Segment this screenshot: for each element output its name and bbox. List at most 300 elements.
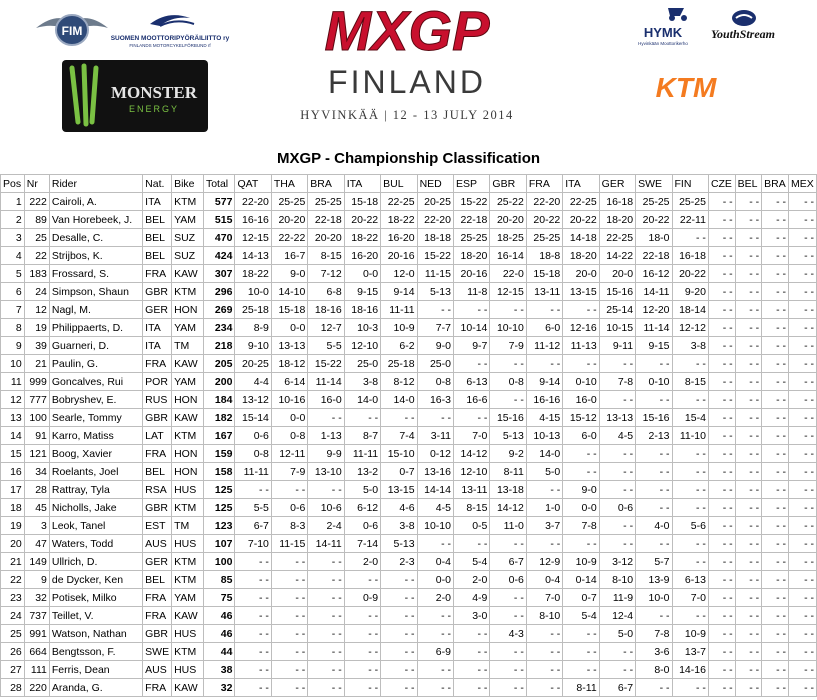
table-cell: - - xyxy=(708,517,735,535)
table-cell: - - xyxy=(526,481,562,499)
table-cell: 10-9 xyxy=(563,553,599,571)
column-header: Rider xyxy=(49,175,142,193)
table-cell: Guarneri, D. xyxy=(49,337,142,355)
table-cell: 10-0 xyxy=(235,283,271,301)
table-cell: 34 xyxy=(24,463,49,481)
table-cell: 5-4 xyxy=(453,553,489,571)
table-cell: - - xyxy=(762,571,789,589)
table-cell: 16-0 xyxy=(308,391,344,409)
table-cell: 25-25 xyxy=(271,193,307,211)
table-cell: 46 xyxy=(203,607,235,625)
table-cell: EST xyxy=(143,517,172,535)
table-cell: - - xyxy=(735,265,761,283)
table-cell: - - xyxy=(563,625,599,643)
table-cell: BEL xyxy=(143,229,172,247)
table-cell: 27 xyxy=(1,661,25,679)
table-cell: - - xyxy=(381,571,417,589)
table-cell: - - xyxy=(789,229,817,247)
table-cell: - - xyxy=(735,283,761,301)
monster-energy-logo xyxy=(62,60,208,132)
table-cell: - - xyxy=(735,355,761,373)
table-cell: 111 xyxy=(24,661,49,679)
hymk-text: HYMK xyxy=(643,25,683,40)
table-cell: 22-20 xyxy=(235,193,271,211)
table-cell: 220 xyxy=(24,679,49,697)
table-cell: - - xyxy=(762,589,789,607)
table-cell: - - xyxy=(344,607,380,625)
table-cell: - - xyxy=(308,409,344,427)
table-cell: 4-4 xyxy=(235,373,271,391)
table-cell: 28 xyxy=(1,679,25,697)
table-cell: BEL xyxy=(143,463,172,481)
table-cell: - - xyxy=(490,355,526,373)
table-cell: 3-7 xyxy=(526,517,562,535)
table-cell: - - xyxy=(490,643,526,661)
table-cell: BEL xyxy=(143,211,172,229)
table-cell: 24 xyxy=(24,283,49,301)
table-cell: 7-12 xyxy=(308,265,344,283)
table-cell: 0-0 xyxy=(271,319,307,337)
table-cell: 7-7 xyxy=(417,319,453,337)
table-cell: 182 xyxy=(203,409,235,427)
table-cell: 6-7 xyxy=(235,517,271,535)
table-row xyxy=(1,211,817,229)
table-cell: HUS xyxy=(172,481,204,499)
table-cell: 22-20 xyxy=(417,211,453,229)
table-cell: 6 xyxy=(1,283,25,301)
table-cell: - - xyxy=(453,535,489,553)
table-cell: YAM xyxy=(172,589,204,607)
table-row xyxy=(1,445,817,463)
table-cell: - - xyxy=(381,625,417,643)
table-cell: - - xyxy=(708,553,735,571)
table-cell: 18-0 xyxy=(636,229,672,247)
table-cell: 16-3 xyxy=(417,391,453,409)
table-cell: 14-11 xyxy=(636,283,672,301)
table-cell: - - xyxy=(490,679,526,697)
table-cell: 11-15 xyxy=(271,535,307,553)
table-cell: 9-15 xyxy=(636,337,672,355)
table-cell: 2-0 xyxy=(453,571,489,589)
table-cell: AUS xyxy=(143,661,172,679)
table-cell: 0-7 xyxy=(381,463,417,481)
table-cell: 0-6 xyxy=(344,517,380,535)
table-cell: - - xyxy=(708,301,735,319)
table-row xyxy=(1,661,817,679)
table-cell: 4-15 xyxy=(526,409,562,427)
table-cell: - - xyxy=(735,499,761,517)
table-cell: 269 xyxy=(203,301,235,319)
table-cell: 7-14 xyxy=(344,535,380,553)
table-cell: 10-3 xyxy=(344,319,380,337)
table-cell: - - xyxy=(417,625,453,643)
table-cell: 9-9 xyxy=(308,445,344,463)
table-cell: - - xyxy=(308,679,344,697)
table-cell: 28 xyxy=(24,481,49,499)
table-cell: 11 xyxy=(1,373,25,391)
table-cell: 0-7 xyxy=(563,589,599,607)
table-cell: - - xyxy=(762,427,789,445)
monster-text: MONSTER xyxy=(111,83,197,102)
table-cell: Aranda, G. xyxy=(49,679,142,697)
table-cell: - - xyxy=(762,319,789,337)
table-cell: - - xyxy=(762,337,789,355)
table-cell: - - xyxy=(789,193,817,211)
table-cell: - - xyxy=(708,409,735,427)
table-cell: 15 xyxy=(1,445,25,463)
table-cell: - - xyxy=(563,535,599,553)
table-cell: - - xyxy=(599,355,635,373)
table-cell: 14-0 xyxy=(526,445,562,463)
table-cell: 7-10 xyxy=(235,535,271,553)
table-row xyxy=(1,355,817,373)
table-cell: - - xyxy=(735,319,761,337)
table-cell: 9-7 xyxy=(453,337,489,355)
table-cell: 1 xyxy=(1,193,25,211)
table-cell: 0-4 xyxy=(526,571,562,589)
table-cell: - - xyxy=(235,571,271,589)
table-cell: 7-8 xyxy=(636,625,672,643)
table-cell: 0-0 xyxy=(417,571,453,589)
column-header: SWE xyxy=(636,175,672,193)
table-cell: - - xyxy=(563,643,599,661)
table-cell: 22-18 xyxy=(453,211,489,229)
table-cell: SUZ xyxy=(172,229,204,247)
table-row xyxy=(1,463,817,481)
column-header: ESP xyxy=(453,175,489,193)
table-cell: 25 xyxy=(24,229,49,247)
table-cell: 12-15 xyxy=(490,283,526,301)
table-cell: 577 xyxy=(203,193,235,211)
table-cell: - - xyxy=(762,283,789,301)
table-cell: 13-16 xyxy=(417,463,453,481)
table-cell: 10-14 xyxy=(453,319,489,337)
table-row xyxy=(1,247,817,265)
table-cell: Rattray, Tyla xyxy=(49,481,142,499)
table-cell: 296 xyxy=(203,283,235,301)
table-cell: Strijbos, K. xyxy=(49,247,142,265)
table-cell: - - xyxy=(271,679,307,697)
table-cell: 18-16 xyxy=(344,301,380,319)
table-cell: - - xyxy=(735,193,761,211)
table-cell: 18-14 xyxy=(672,301,708,319)
table-cell: - - xyxy=(789,409,817,427)
table-cell: 2-0 xyxy=(417,589,453,607)
table-row xyxy=(1,427,817,445)
table-cell: - - xyxy=(789,247,817,265)
table-cell: 11-14 xyxy=(308,373,344,391)
table-cell: - - xyxy=(762,193,789,211)
table-cell: 16-6 xyxy=(453,391,489,409)
table-cell: - - xyxy=(563,301,599,319)
column-header: GER xyxy=(599,175,635,193)
table-row xyxy=(1,643,817,661)
table-cell: 7-9 xyxy=(490,337,526,355)
table-cell: - - xyxy=(308,481,344,499)
table-cell: FRA xyxy=(143,445,172,463)
table-cell: 7-8 xyxy=(599,373,635,391)
table-cell: - - xyxy=(789,337,817,355)
table-cell: - - xyxy=(762,211,789,229)
table-cell: 999 xyxy=(24,373,49,391)
table-cell: 13-18 xyxy=(490,481,526,499)
table-cell: KAW xyxy=(172,265,204,283)
table-cell: 18-16 xyxy=(308,301,344,319)
table-cell: 18 xyxy=(1,499,25,517)
table-cell: 16-7 xyxy=(271,247,307,265)
table-cell: 0-10 xyxy=(563,373,599,391)
table-cell: - - xyxy=(789,517,817,535)
table-cell: Watson, Nathan xyxy=(49,625,142,643)
table-cell: 22-0 xyxy=(490,265,526,283)
table-cell: 6-9 xyxy=(417,643,453,661)
table-cell: Nagl, M. xyxy=(49,301,142,319)
table-cell: 234 xyxy=(203,319,235,337)
table-cell: - - xyxy=(762,553,789,571)
table-cell: 0-8 xyxy=(271,427,307,445)
mxgp-logo-text: MXGP xyxy=(324,0,490,62)
table-cell: 20 xyxy=(1,535,25,553)
table-cell: GBR xyxy=(143,499,172,517)
table-cell: - - xyxy=(789,625,817,643)
table-cell: - - xyxy=(762,625,789,643)
table-cell: KAW xyxy=(172,355,204,373)
table-cell: BEL xyxy=(143,247,172,265)
table-cell: Karro, Matiss xyxy=(49,427,142,445)
table-cell: - - xyxy=(708,283,735,301)
table-cell: - - xyxy=(789,355,817,373)
table-cell: 16-16 xyxy=(235,211,271,229)
table-cell: 11-15 xyxy=(417,265,453,283)
table-cell: 7-0 xyxy=(526,589,562,607)
table-cell: 121 xyxy=(24,445,49,463)
classification-table xyxy=(0,174,817,697)
table-cell: - - xyxy=(271,553,307,571)
table-cell: Bobryshev, E. xyxy=(49,391,142,409)
table-cell: - - xyxy=(735,553,761,571)
table-cell: 12-4 xyxy=(599,607,635,625)
ktm-text: KTM xyxy=(655,72,717,103)
column-header: ITA xyxy=(563,175,599,193)
table-cell: 10-9 xyxy=(672,625,708,643)
table-cell: KTM xyxy=(172,193,204,211)
table-cell: Philippaerts, D. xyxy=(49,319,142,337)
table-cell: - - xyxy=(453,301,489,319)
table-cell: 8-15 xyxy=(672,373,708,391)
table-cell: - - xyxy=(789,319,817,337)
table-cell: - - xyxy=(789,661,817,679)
table-cell: ITA xyxy=(143,193,172,211)
table-cell: - - xyxy=(708,679,735,697)
table-cell: 85 xyxy=(203,571,235,589)
table-cell: 8-7 xyxy=(344,427,380,445)
table-cell: - - xyxy=(735,679,761,697)
table-cell: KTM xyxy=(172,499,204,517)
table-cell: 15-18 xyxy=(344,193,380,211)
table-cell: 21 xyxy=(24,355,49,373)
table-cell: 6-0 xyxy=(526,319,562,337)
table-cell: 9-11 xyxy=(599,337,635,355)
table-cell: 183 xyxy=(24,265,49,283)
column-header: BUL xyxy=(381,175,417,193)
table-cell: 9-0 xyxy=(417,337,453,355)
table-cell: 3-0 xyxy=(453,607,489,625)
table-cell: 22-22 xyxy=(271,229,307,247)
table-cell: RSA xyxy=(143,481,172,499)
table-cell: 14 xyxy=(1,427,25,445)
table-cell: - - xyxy=(526,625,562,643)
column-header: CZE xyxy=(708,175,735,193)
table-cell: 4 xyxy=(1,247,25,265)
table-cell: FRA xyxy=(143,679,172,697)
table-cell: 8-10 xyxy=(599,571,635,589)
column-header: THA xyxy=(271,175,307,193)
table-cell: - - xyxy=(672,679,708,697)
table-cell: - - xyxy=(271,571,307,589)
table-cell: 9 xyxy=(24,571,49,589)
table-cell: - - xyxy=(563,445,599,463)
table-cell: 5-13 xyxy=(381,535,417,553)
table-cell: 10-9 xyxy=(381,319,417,337)
table-cell: 0-8 xyxy=(235,445,271,463)
table-cell: - - xyxy=(417,301,453,319)
table-cell: - - xyxy=(735,445,761,463)
table-cell: - - xyxy=(381,643,417,661)
table-cell: - - xyxy=(271,661,307,679)
table-cell: 15-16 xyxy=(636,409,672,427)
table-cell: - - xyxy=(735,463,761,481)
table-cell: - - xyxy=(308,607,344,625)
table-cell: - - xyxy=(599,535,635,553)
table-cell: - - xyxy=(708,607,735,625)
table-cell: - - xyxy=(789,571,817,589)
table-cell: 11-13 xyxy=(563,337,599,355)
table-cell: 5-0 xyxy=(344,481,380,499)
table-cell: 307 xyxy=(203,265,235,283)
table-cell: 20-20 xyxy=(271,211,307,229)
table-cell: 2-3 xyxy=(381,553,417,571)
table-cell: 46 xyxy=(203,625,235,643)
table-cell: - - xyxy=(762,445,789,463)
table-cell: 8-12 xyxy=(381,373,417,391)
table-cell: - - xyxy=(672,463,708,481)
table-cell: - - xyxy=(789,679,817,697)
table-cell: - - xyxy=(453,355,489,373)
table-cell: - - xyxy=(789,607,817,625)
table-cell: 20-20 xyxy=(490,211,526,229)
table-cell: 107 xyxy=(203,535,235,553)
table-cell: - - xyxy=(235,679,271,697)
smk-logo-subtext: FINLANDS MOTORCYKELFÖRBUND rf xyxy=(129,43,211,48)
table-cell: - - xyxy=(672,391,708,409)
table-cell: 15-16 xyxy=(490,409,526,427)
table-cell: - - xyxy=(344,643,380,661)
table-cell: 44 xyxy=(203,643,235,661)
table-cell: 7-0 xyxy=(672,589,708,607)
table-cell: - - xyxy=(762,481,789,499)
table-cell: 14-10 xyxy=(271,283,307,301)
table-cell: - - xyxy=(636,607,672,625)
hymk-sub: Hyvinkään Moottorikerho xyxy=(638,41,688,46)
table-cell: 14-13 xyxy=(235,247,271,265)
table-cell: 18-20 xyxy=(599,211,635,229)
table-cell: Leok, Tanel xyxy=(49,517,142,535)
table-cell: 22-18 xyxy=(308,211,344,229)
table-cell: 9-14 xyxy=(381,283,417,301)
table-cell: - - xyxy=(708,589,735,607)
table-cell: 5-13 xyxy=(417,283,453,301)
table-cell: - - xyxy=(735,247,761,265)
table-cell: 25-14 xyxy=(599,301,635,319)
table-cell: 11-12 xyxy=(526,337,562,355)
table-cell: 125 xyxy=(203,481,235,499)
table-cell: 15-18 xyxy=(526,265,562,283)
table-cell: - - xyxy=(762,661,789,679)
table-cell: 20-0 xyxy=(563,265,599,283)
table-cell: 22-18 xyxy=(636,247,672,265)
table-cell: 12-0 xyxy=(381,265,417,283)
table-cell: - - xyxy=(789,463,817,481)
table-cell: - - xyxy=(636,679,672,697)
table-cell: KAW xyxy=(172,607,204,625)
table-cell: - - xyxy=(672,535,708,553)
table-cell: 11-9 xyxy=(599,589,635,607)
column-header: Nr xyxy=(24,175,49,193)
table-cell: 16-14 xyxy=(490,247,526,265)
table-cell: - - xyxy=(762,643,789,661)
table-cell: HON xyxy=(172,391,204,409)
table-cell: 13-12 xyxy=(235,391,271,409)
table-cell: 15-16 xyxy=(599,283,635,301)
table-cell: - - xyxy=(308,661,344,679)
table-cell: 10 xyxy=(1,355,25,373)
table-cell: 11-14 xyxy=(636,319,672,337)
table-cell: - - xyxy=(708,337,735,355)
table-cell: 47 xyxy=(24,535,49,553)
table-cell: 3-8 xyxy=(381,517,417,535)
table-cell: 9-0 xyxy=(271,265,307,283)
table-cell: - - xyxy=(599,517,635,535)
table-cell: 4-5 xyxy=(599,427,635,445)
table-cell: 9-0 xyxy=(563,481,599,499)
column-header: ITA xyxy=(344,175,380,193)
table-cell: 0-0 xyxy=(563,499,599,517)
table-row xyxy=(1,625,817,643)
table-cell: YAM xyxy=(172,373,204,391)
monster-sub: ENERGY xyxy=(128,104,180,114)
table-cell: 0-4 xyxy=(417,553,453,571)
table-cell: 3 xyxy=(1,229,25,247)
table-cell: SWE xyxy=(143,643,172,661)
table-cell: 19 xyxy=(24,319,49,337)
table-cell: 15-22 xyxy=(417,247,453,265)
table-cell: 123 xyxy=(203,517,235,535)
table-cell: - - xyxy=(735,427,761,445)
table-cell: 10-16 xyxy=(271,391,307,409)
table-cell: - - xyxy=(789,283,817,301)
table-cell: 100 xyxy=(203,553,235,571)
table-cell: - - xyxy=(708,499,735,517)
table-cell: 22 xyxy=(24,247,49,265)
table-row xyxy=(1,283,817,301)
table-cell: 25-18 xyxy=(381,355,417,373)
table-cell: HON xyxy=(172,445,204,463)
event-header xyxy=(0,0,817,148)
table-cell: 89 xyxy=(24,211,49,229)
table-cell: 12 xyxy=(24,301,49,319)
table-cell: 25-25 xyxy=(308,193,344,211)
table-cell: 8-3 xyxy=(271,517,307,535)
